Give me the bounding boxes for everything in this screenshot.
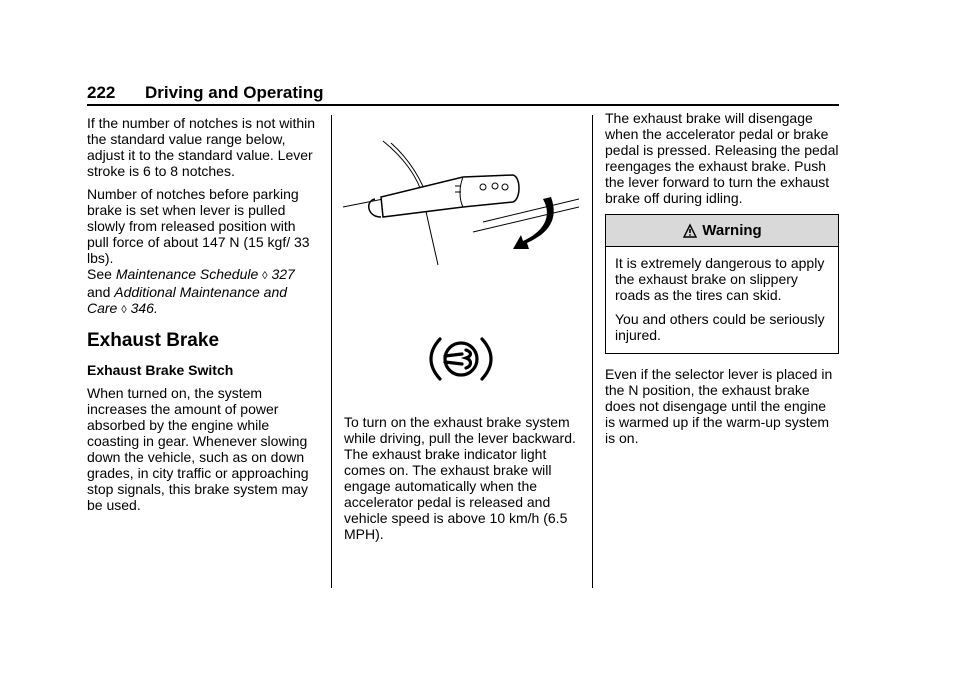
page-ref-icon: ◊: [121, 304, 127, 316]
exhaust-brake-indicator-icon: [428, 334, 494, 384]
warning-text: You and others could be seriously injured.: [615, 311, 825, 343]
column-right: [605, 110, 839, 453]
column-middle: [344, 414, 580, 549]
paragraph: When turned on, the system increases the amount of power absorbed by the engine while coasting in gear. Whenever slowing down the vehicle, such as on down grades, in city traffic or approaching stop signals, this brake system may be used.: [87, 385, 309, 513]
paragraph: To turn on the exhaust brake system while driving, pull the lever backward. The exhaust brake indicator light comes on. The exhaust brake will engage automatically when the accelerator pedal is released and vehicle speed is above 10 km/h (6.5 MPH).: [344, 414, 576, 542]
warning-body: [606, 247, 838, 353]
page-ref-icon: ◊: [262, 270, 268, 282]
paragraph: Number of notches before parking brake is set when lever is pulled slowly from released position with pull force of about 147 N (15 kgf/ 33 lbs).: [87, 186, 310, 266]
ref-link-additional-maintenance[interactable]: Additional Maintenance and Care: [87, 284, 288, 316]
paragraph: Even if the selector lever is placed in the N position, the exhaust brake does not disengage until the engine is warmed up if the warm-up system is on.: [605, 366, 833, 446]
warning-text: It is extremely dangerous to apply the exhaust brake on slippery roads as the tires can skid.: [615, 255, 825, 303]
paragraph: If the number of notches is not within the standard value range below, adjust it to the standard value. Lever stroke is 6 to 8 notches.: [87, 115, 316, 179]
section-heading: Exhaust Brake: [87, 330, 220, 351]
column-divider: [331, 115, 332, 588]
subsection-heading: Exhaust Brake Switch: [87, 362, 234, 378]
ref-page[interactable]: 327: [271, 266, 295, 282]
warning-icon: [682, 223, 698, 239]
paragraph: The exhaust brake will disengage when the accelerator pedal or brake pedal is pressed. Releasing the pedal reengages the exhaust brake. Push the lever forward to turn the exhaust brake off during idling.: [605, 110, 839, 206]
column-divider: [592, 115, 593, 588]
column-left: [87, 115, 319, 520]
page-number: 222: [87, 83, 116, 102]
lever-illustration: [343, 137, 579, 267]
warning-box: [605, 214, 839, 354]
section-title: Driving and Operating: [145, 83, 324, 102]
warning-title: Warning: [702, 221, 762, 239]
ref-page[interactable]: 346: [130, 300, 154, 316]
header-rule: [87, 104, 839, 106]
page-header: [87, 83, 839, 105]
warning-header: [606, 215, 838, 247]
cross-reference: See Maintenance Schedule ◊ 327 and Additional Maintenance and Care ◊ 346.: [87, 266, 295, 316]
ref-link-maintenance-schedule[interactable]: Maintenance Schedule: [115, 266, 259, 282]
